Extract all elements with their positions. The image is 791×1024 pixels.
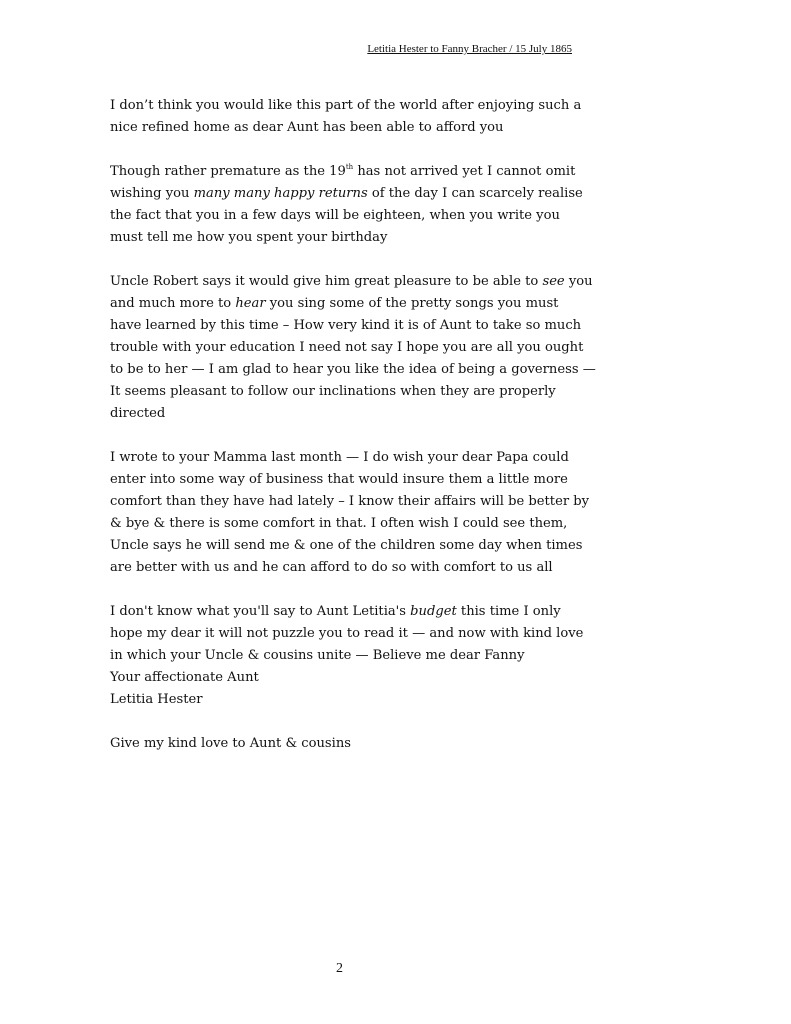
emphasis-text: see xyxy=(542,274,565,289)
text-line: It seems pleasant to follow our inclinations when they are properly xyxy=(110,384,556,399)
text-line: Give my kind love to Aunt & cousins xyxy=(110,736,351,751)
text-line: hope my dear it will not puzzle you to read it — and now with kind love xyxy=(110,626,584,641)
signature: Letitia Hester xyxy=(110,692,203,707)
text-line xyxy=(110,271,593,293)
text-span: wishing you xyxy=(110,186,194,201)
text-line: I don’t think you would like this part of the world after enjoying such a xyxy=(110,98,582,113)
text-line: are better with us and he can afford to do so with comfort to us all xyxy=(110,560,553,575)
text-span: you sing some of the pretty songs you must xyxy=(265,296,559,311)
text-span: has not arrived yet I cannot omit xyxy=(353,164,576,179)
text-line: must tell me how you spent your birthday xyxy=(110,230,388,245)
text-line xyxy=(110,293,580,315)
text-span: of the day I can scarcely realise xyxy=(367,186,583,201)
text-span: I don't know what you'll say to Aunt Letitia's xyxy=(110,604,411,619)
paragraph-4 xyxy=(110,447,590,579)
text-line: enter into some way of business that would insure them a little more xyxy=(110,472,568,487)
text-line: trouble with your education I need not say I hope you are all you ought xyxy=(110,340,584,355)
emphasis-text: budget xyxy=(410,604,457,619)
text-line: comfort than they have had lately – I know their affairs will be better by xyxy=(110,494,590,509)
text-line xyxy=(110,161,580,183)
text-line: in which your Uncle & cousins unite — Believe me dear Fanny xyxy=(110,648,525,663)
letter-body xyxy=(110,95,596,777)
emphasis-text: hear xyxy=(235,296,266,311)
text-line: directed xyxy=(110,406,166,421)
paragraph-1 xyxy=(110,95,580,139)
paragraph-3 xyxy=(110,271,596,425)
text-span: and much more to xyxy=(110,296,236,311)
text-span: Uncle Robert says it would give him great pleasure to be able to xyxy=(110,274,543,289)
text-span: you xyxy=(564,274,593,289)
text-line: the fact that you in a few days will be eighteen, when you write you xyxy=(110,208,560,223)
text-line: nice refined home as dear Aunt has been able to afford you xyxy=(110,120,504,135)
paragraph-2 xyxy=(110,161,583,249)
text-line: & bye & there is some comfort in that. I often wish I could see them, xyxy=(110,516,568,531)
page-header: Letitia Hester to Fanny Bracher / 15 July 1865 xyxy=(367,43,572,55)
ordinal-suffix: th xyxy=(345,163,354,171)
text-line: have learned by this time – How very kind it is of Aunt to take so much xyxy=(110,318,582,333)
postscript xyxy=(110,733,580,755)
text-span: Though rather premature as the 19 xyxy=(110,164,346,179)
text-line xyxy=(110,601,580,623)
emphasis-text: many many happy returns xyxy=(193,186,368,201)
paragraph-5 xyxy=(110,601,584,711)
text-line: I wrote to your Mamma last month — I do wish your dear Papa could xyxy=(110,450,569,465)
text-line: to be to her — I am glad to hear you like the idea of being a governess — xyxy=(110,362,596,377)
closing-line: Your affectionate Aunt xyxy=(110,670,259,685)
text-line xyxy=(110,183,583,205)
page-number: 2 xyxy=(336,961,343,976)
text-span: this time I only xyxy=(456,604,561,619)
text-line: Uncle says he will send me & one of the children some day when times xyxy=(110,538,583,553)
